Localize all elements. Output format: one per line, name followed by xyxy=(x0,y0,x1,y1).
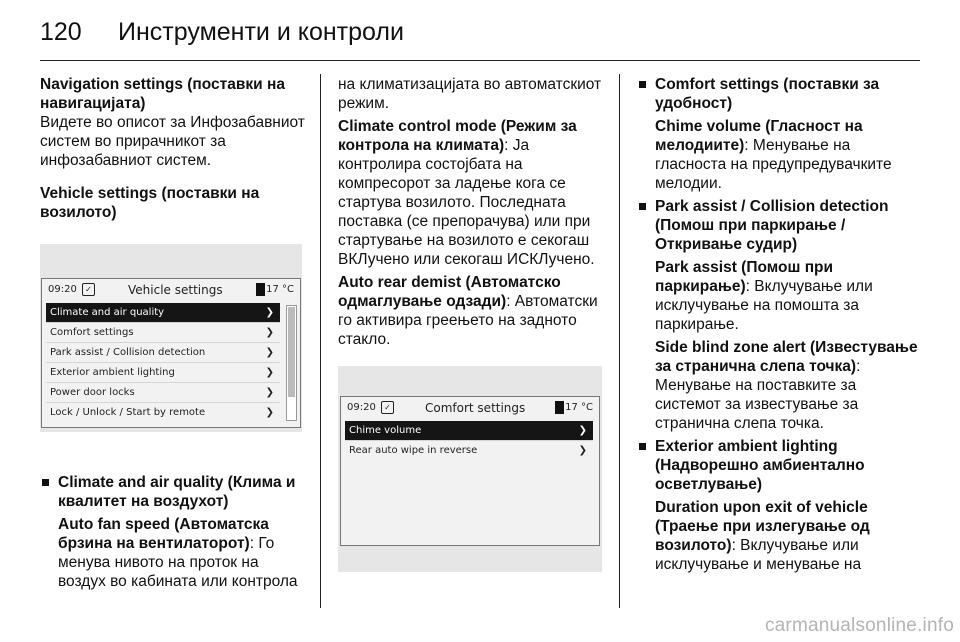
screen-title: Vehicle settings xyxy=(128,283,223,297)
chevron-right-icon: ❯ xyxy=(578,445,587,456)
watermark: carmanualsonline.info xyxy=(764,615,954,636)
chevron-right-icon: ❯ xyxy=(265,307,274,318)
menu-item-remote[interactable]: Lock / Unlock / Start by remote ❯ xyxy=(46,403,280,422)
list-item xyxy=(637,437,920,494)
chevron-right-icon: ❯ xyxy=(265,387,274,398)
bullet-icon xyxy=(639,443,646,450)
settings-icon: ✓ xyxy=(381,401,394,414)
display-screen xyxy=(41,278,301,428)
battery-icon xyxy=(256,283,265,296)
list-item xyxy=(637,197,920,254)
chime-paragraph: Chime volume (Гласност на мелодиите): Менување на гласноста на предупредувачките мелодии. xyxy=(655,118,892,192)
bullet-icon xyxy=(639,81,646,88)
auto-fan-paragraph: Auto fan speed (Автоматска брзина на вентилаторот): Го менува нивото на проток на воздух во кабината или контрола xyxy=(58,516,298,590)
menu-item-ambient-lighting[interactable]: Exterior ambient lighting ❯ xyxy=(46,363,280,383)
chevron-right-icon: ❯ xyxy=(265,407,274,418)
screen-time: 09:20 xyxy=(347,402,376,413)
page-title: Инструменти и контроли xyxy=(118,18,404,46)
scrollbar-thumb[interactable] xyxy=(288,307,295,397)
vehicle-settings-heading: Vehicle settings (поставки на возилото) xyxy=(40,185,260,221)
menu-item-rear-wipe[interactable]: Rear auto wipe in reverse ❯ xyxy=(345,441,593,460)
list-item xyxy=(637,75,920,113)
page-header xyxy=(40,14,920,61)
column-divider xyxy=(320,74,321,608)
chevron-right-icon: ❯ xyxy=(265,347,274,358)
screen-temperature: 17 °C xyxy=(266,284,294,295)
chevron-right-icon: ❯ xyxy=(265,367,274,378)
bullet-icon xyxy=(639,203,646,210)
screen-status-bar xyxy=(341,397,599,419)
column-1-lower xyxy=(40,473,308,591)
screen-temperature: 17 °C xyxy=(565,402,593,413)
column-1 xyxy=(40,75,308,222)
screen-status-bar xyxy=(42,279,300,301)
scrollbar[interactable] xyxy=(286,305,297,421)
park-item-heading: Park assist / Collision detection (Помош при паркирање / Откривање судир) xyxy=(655,198,889,253)
park-paragraph: Park assist (Помош при паркирање): Вклучување или исклучување на помошта за паркирање. xyxy=(655,259,873,333)
column-2 xyxy=(338,75,608,349)
column-divider xyxy=(619,74,620,608)
comfort-item-heading: Comfort settings (поставки за удобност) xyxy=(655,76,880,112)
ambient-item-heading: Exterior ambient lighting (Надворешно амбиентално осветлување) xyxy=(655,438,865,493)
vehicle-settings-screenshot xyxy=(40,244,302,432)
climate-item-heading: Climate and air quality (Клима и квалитет на воздухот) xyxy=(58,474,296,510)
menu-item-chime-volume[interactable]: Chime volume ❯ xyxy=(345,421,593,441)
menu-item-climate[interactable]: Climate and air quality ❯ xyxy=(46,303,280,323)
page-number: 120 xyxy=(40,18,82,46)
bullet-icon xyxy=(42,479,49,486)
climate-continued-text: на климатизацијата во автоматскиот режим. xyxy=(338,76,602,112)
exit-duration-paragraph: Duration upon exit of vehicle (Траење при излегување од возилото): Вклучување или исклучување и менување на xyxy=(655,499,870,573)
comfort-menu-list xyxy=(345,421,593,460)
chevron-right-icon: ❯ xyxy=(265,327,274,338)
menu-item-comfort[interactable]: Comfort settings ❯ xyxy=(46,323,280,343)
rear-demist-paragraph: Auto rear demist (Автоматско одмаглување одзади): Автоматски го активира греењето на задното стакло. xyxy=(338,274,598,348)
screen-time: 09:20 xyxy=(48,284,77,295)
list-item xyxy=(40,473,308,511)
blind-zone-paragraph: Side blind zone alert (Известување за странична слепа точка): Менување на поставките за системот за известување за странична слепа точка. xyxy=(655,339,918,432)
menu-item-door-locks[interactable]: Power door locks ❯ xyxy=(46,383,280,403)
menu-item-park-assist[interactable]: Park assist / Collision detection ❯ xyxy=(46,343,280,363)
battery-icon xyxy=(555,401,564,414)
screen-title: Comfort settings xyxy=(425,401,526,415)
display-screen xyxy=(340,396,600,546)
climate-mode-paragraph: Climate control mode (Режим за контрола на климата): Ја контролира состојбата на компресорот за ладење кога се стартува возилото. Последната поставка (се препорачува) или при стартување на возилото е секогаш ВКЛучено или секогаш ИСКЛучено. xyxy=(338,118,595,268)
nav-settings-text: Видете во описот за Инфозабавниот систем во прирачникот за инфозабавниот систем. xyxy=(40,114,305,169)
nav-settings-heading: Navigation settings (поставки на навигацијата) xyxy=(40,76,285,112)
column-3 xyxy=(637,75,920,574)
settings-menu-list xyxy=(46,303,280,422)
comfort-settings-screenshot xyxy=(338,366,602,572)
chevron-right-icon: ❯ xyxy=(578,425,587,436)
settings-icon: ✓ xyxy=(82,283,95,296)
